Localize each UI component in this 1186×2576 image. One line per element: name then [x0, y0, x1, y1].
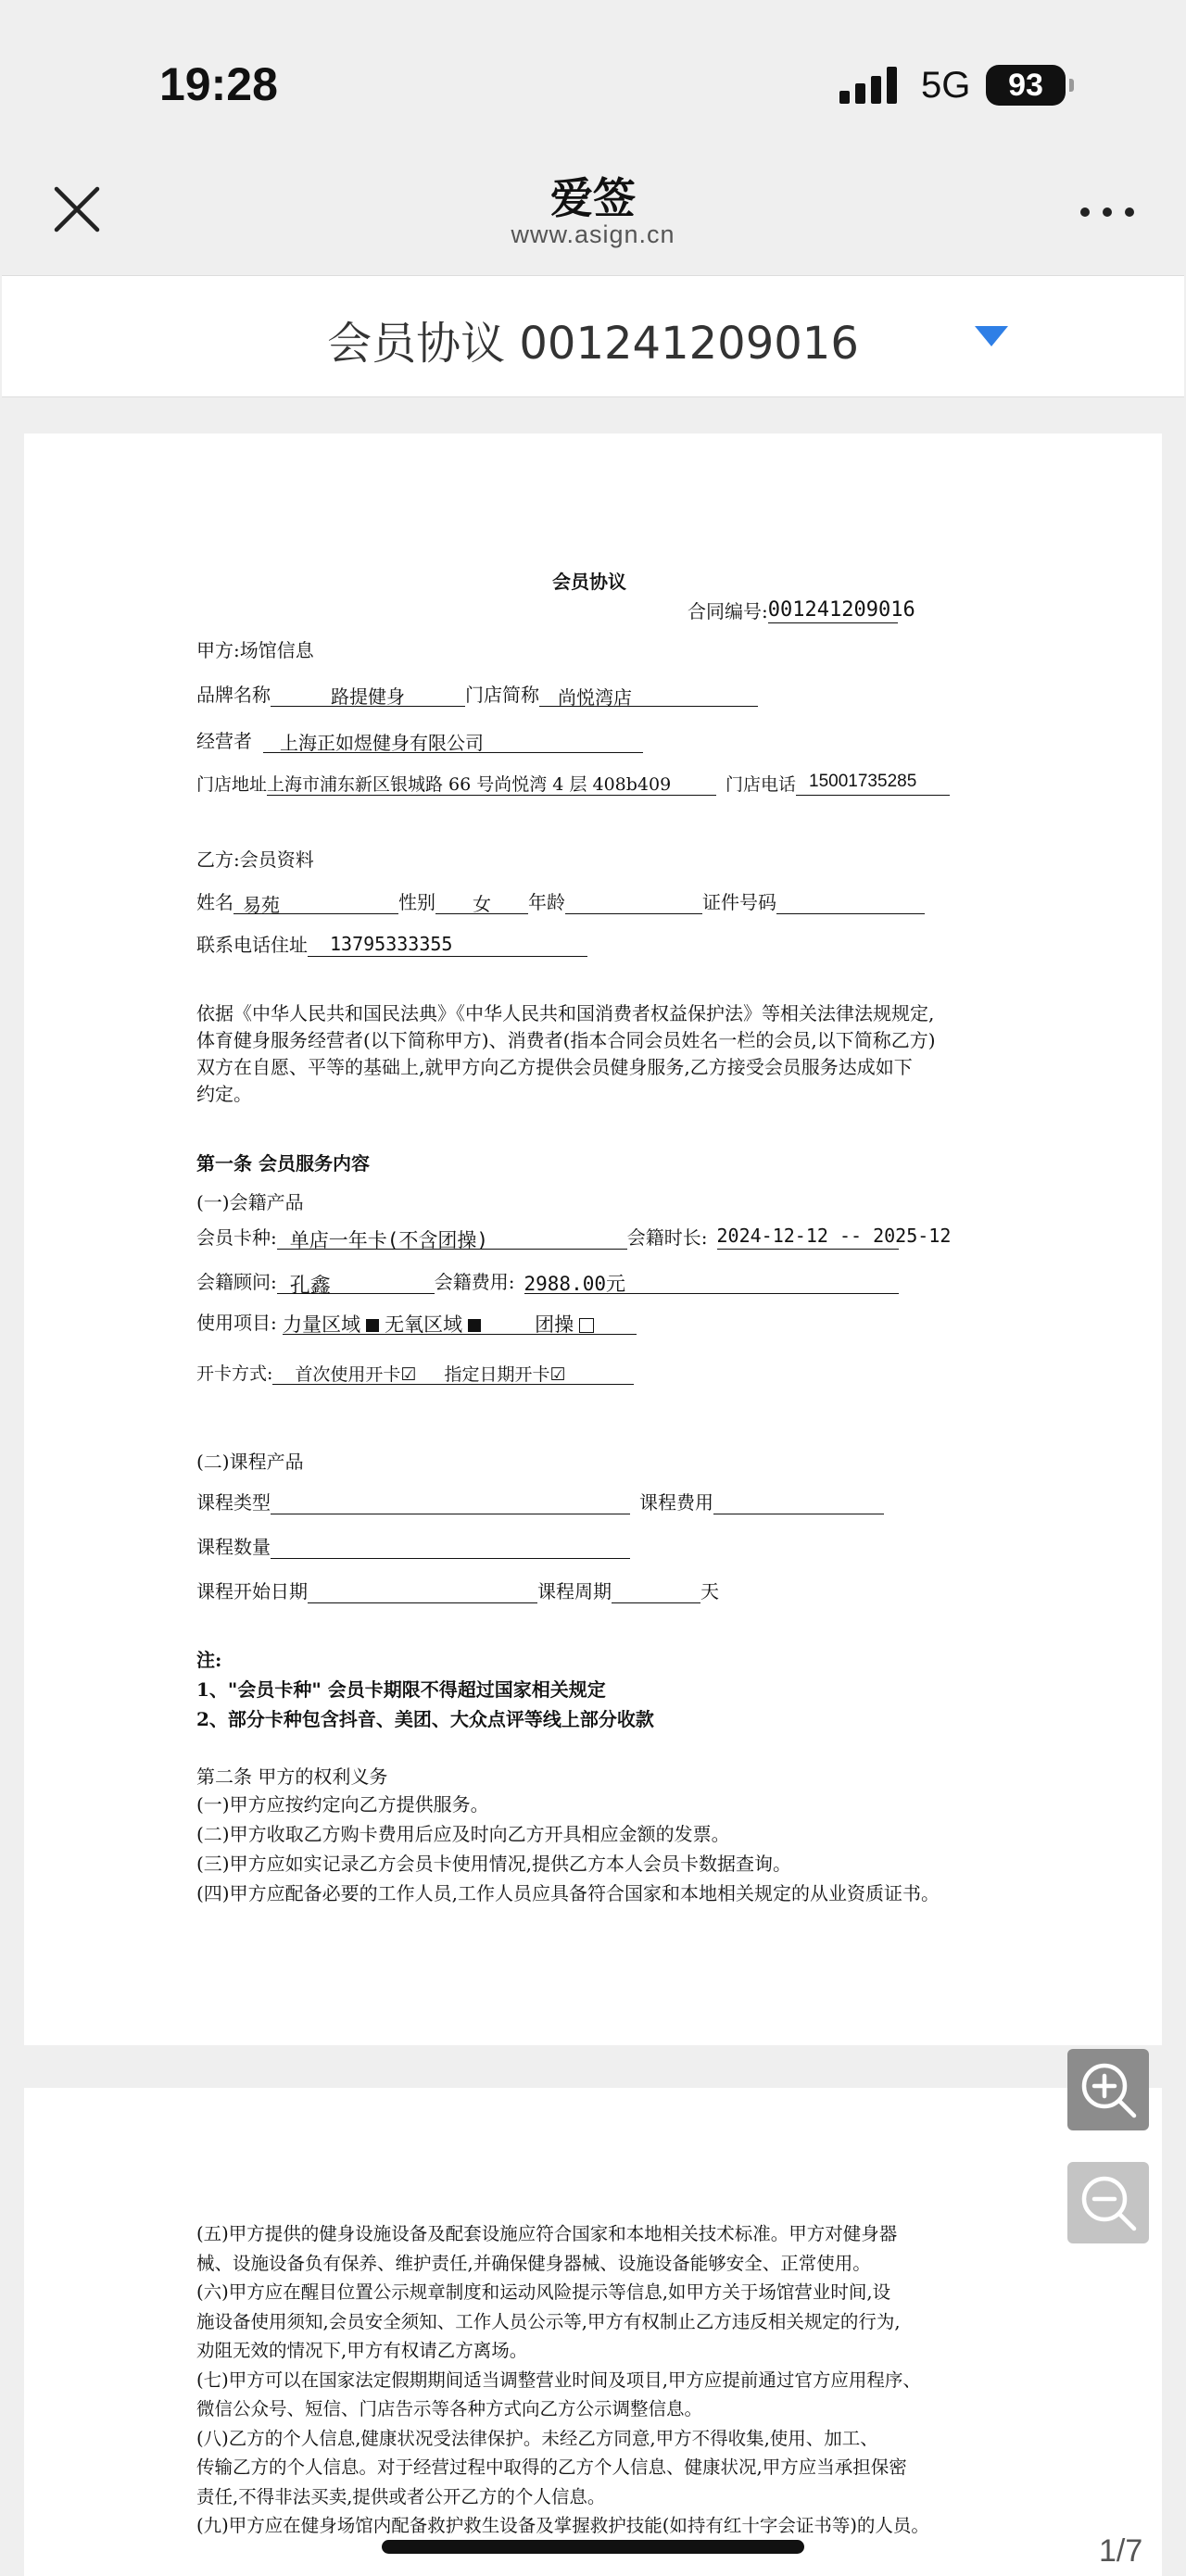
- home-indicator[interactable]: [382, 2540, 804, 2554]
- course-day-unit: 天: [700, 1580, 719, 1602]
- duration-label: 会籍时长:: [626, 1226, 708, 1249]
- note-title: 注:: [196, 1649, 222, 1671]
- open-row: [196, 1360, 634, 1385]
- article-2-body: [196, 1790, 940, 1908]
- address-label: 门店地址: [196, 774, 268, 795]
- phone-label: 门店电话: [725, 774, 797, 795]
- clause-line: (五)甲方提供的健身设施设备及配套设施应符合国家和本地相关技术标准。甲方对健身器: [196, 2223, 898, 2244]
- clause-line: (三)甲方应如实记录乙方会员卡使用情况,提供乙方本人会员卡数据查询。: [196, 1853, 791, 1875]
- status-time: 19:28: [159, 58, 278, 110]
- sub-section-2: (二)课程产品: [196, 1451, 304, 1473]
- intro-paragraph: [196, 1000, 936, 1108]
- name-label: 姓名: [196, 891, 233, 913]
- store-label: 门店简称: [465, 684, 539, 706]
- clause-line: (六)甲方应在醒目位置公示规章制度和运动风险提示等信息,如甲方关于场馆营业时间,设: [196, 2281, 891, 2303]
- contact-row: [196, 930, 587, 957]
- card-type-label: 会员卡种:: [196, 1226, 277, 1249]
- brand-label: 品牌名称: [196, 684, 271, 706]
- item-strength: 力量区域: [283, 1313, 361, 1336]
- items-row: [196, 1308, 637, 1335]
- duration-value: 2024-12-12 -- 2025-12: [717, 1225, 899, 1250]
- advisor-value: 孔鑫: [277, 1270, 435, 1294]
- clause-line: (四)甲方应配备必要的工作人员,工作人员应具备符合国家和本地相关规定的从业资质证书。: [196, 1882, 940, 1904]
- doc-title: 会员协议: [552, 571, 626, 593]
- partyA-header: 甲方:场馆信息: [196, 639, 314, 661]
- address-value: 上海市浦东新区银城路 66 号尚悦湾 4 层 408b409: [267, 771, 716, 796]
- clause-line: 施设备使用须知,会员安全须知、工作人员公示等,甲方有权制止乙方违反相关规定的行为,: [196, 2310, 901, 2332]
- clause-line: (八)乙方的个人信息,健康状况受法律保护。未经乙方同意,甲方不得收集,使用、加工、: [196, 2427, 878, 2449]
- course-type-value: [271, 1489, 630, 1514]
- checkbox-checked-icon: [468, 1319, 481, 1332]
- checkbox-checked-icon: [366, 1319, 379, 1332]
- items-value: [283, 1310, 637, 1335]
- zoom-in-icon: [1067, 2049, 1149, 2130]
- intro-line: 约定。: [196, 1083, 252, 1105]
- app-title: 爱签: [550, 173, 636, 223]
- clause-line: (一)甲方应按约定向乙方提供服务。: [196, 1793, 489, 1816]
- course-qty-value: [271, 1534, 630, 1559]
- open-option-first-use: 首次使用开卡☑: [295, 1364, 417, 1385]
- brand-row: [196, 680, 758, 707]
- course-fee-label: 课程费用: [639, 1491, 713, 1514]
- item-group-class: 团操: [535, 1313, 574, 1336]
- document-title: 会员协议 001241209016: [327, 318, 859, 370]
- fee-value: 2988.00元: [524, 1269, 899, 1294]
- document-selector[interactable]: [2, 275, 1184, 397]
- note-line: 1、"会员卡种" 会员卡期限不得超过国家相关规定: [196, 1678, 606, 1701]
- contract-no-label: 合同编号:: [688, 600, 768, 622]
- item-anaerobic: 无氧区域: [385, 1313, 463, 1336]
- items-label: 使用项目:: [196, 1312, 277, 1334]
- article-1-title: 第一条 会员服务内容: [196, 1152, 370, 1175]
- clause-line: 械、设施设备负有保养、维护责任,并确保健身器械、设施设备能够安全、正常使用。: [196, 2252, 871, 2274]
- operator-label: 经营者: [196, 730, 252, 752]
- brand-value: 路提健身: [271, 682, 465, 707]
- name-value: 易苑: [233, 890, 398, 914]
- open-value: [272, 1361, 634, 1385]
- partyB-header: 乙方:会员资料: [196, 848, 314, 871]
- id-label: 证件号码: [702, 891, 776, 913]
- course-type-row: [196, 1488, 884, 1514]
- phone-value: 15001735285: [796, 772, 950, 796]
- clause-line: 微信公众号、短信、门店告示等各种方式向乙方公示调整信息。: [196, 2398, 703, 2419]
- advisor-label: 会籍顾问:: [196, 1271, 277, 1293]
- checkbox-empty-icon: [579, 1318, 594, 1333]
- course-start-value: [308, 1578, 537, 1603]
- clause-line: 劝阻无效的情况下,甲方有权请乙方离场。: [196, 2340, 528, 2361]
- caret-down-icon[interactable]: [975, 326, 1008, 346]
- zoom-out-button[interactable]: [1067, 2162, 1149, 2243]
- store-value: 尚悦湾店: [539, 683, 758, 707]
- age-value: [565, 889, 702, 914]
- course-qty-row: [196, 1532, 630, 1559]
- course-period-value: [612, 1578, 700, 1603]
- course-type-label: 课程类型: [196, 1491, 271, 1514]
- advisor-row: [196, 1267, 899, 1298]
- operator-value: 上海正如煜健身有限公司: [263, 728, 643, 753]
- page-indicator: 1/7: [1099, 2533, 1143, 2569]
- operator-row: [196, 726, 643, 753]
- zoom-out-icon: [1067, 2162, 1149, 2243]
- contract-no: 001241209016: [767, 598, 915, 622]
- page-2-body: [196, 2219, 929, 2541]
- contact-label: 联系电话住址: [196, 934, 308, 956]
- intro-line: 依据《中华人民共和国民法典》《中华人民共和国消费者权益保护法》等相关法律法规规定,: [196, 1002, 935, 1024]
- course-period-label: 课程周期: [537, 1580, 612, 1602]
- course-start-row: [196, 1577, 719, 1603]
- note-line: 2、部分卡种包含抖音、美团、大众点评等线上部分收款: [196, 1708, 654, 1730]
- more-icon[interactable]: [1080, 207, 1136, 219]
- intro-line: 双方在自愿、平等的基础上,就甲方向乙方提供会员健身服务,乙方接受会员服务达成如下: [196, 1056, 913, 1078]
- card-row: [196, 1223, 952, 1251]
- contact-value: 13795333355: [308, 933, 587, 957]
- course-qty-label: 课程数量: [196, 1536, 271, 1558]
- sub-section-1: (一)会籍产品: [196, 1191, 304, 1213]
- network-type: 5G: [921, 65, 971, 106]
- app-url: www.asign.cn: [511, 220, 675, 248]
- gender-label: 性别: [398, 891, 435, 913]
- signal-icon: [839, 67, 904, 104]
- document-page-1: [24, 434, 1162, 2045]
- contract-no-row: [688, 597, 915, 623]
- clause-line: (二)甲方收取乙方购卡费用后应及时向乙方开具相应金额的发票。: [196, 1823, 730, 1845]
- card-type-value: 单店一年卡(不含团操): [277, 1225, 627, 1250]
- document-page-2: [24, 2088, 1162, 2576]
- id-value: [776, 889, 925, 914]
- clause-line: (七)甲方可以在国家法定假期期间适当调整营业时间及项目,甲方应提前通过官方应用程序、: [196, 2369, 921, 2391]
- address-row: [196, 771, 950, 796]
- age-label: 年龄: [528, 891, 565, 913]
- zoom-in-button[interactable]: [1067, 2049, 1149, 2130]
- battery-icon: 93: [986, 65, 1066, 106]
- clause-line: (九)甲方应在健身场馆内配备救护救生设备及掌握救护技能(如持有红十字会证书等)的人员。: [196, 2515, 929, 2536]
- clause-line: 传输乙方的个人信息。对于经营过程中取得的乙方个人信息、健康状况,甲方应当承担保密: [196, 2457, 907, 2478]
- article-2-title: 第二条 甲方的权利义务: [196, 1766, 388, 1788]
- gender-value: 女: [435, 889, 528, 914]
- intro-line: 体育健身服务经营者(以下简称甲方)、消费者(指本合同会员姓名一栏的会员,以下简称乙方): [196, 1029, 936, 1051]
- member-row: [196, 887, 925, 914]
- open-option-date: 指定日期开卡☑: [444, 1364, 566, 1385]
- fee-label: 会籍费用:: [434, 1271, 515, 1293]
- clause-line: 责任,不得非法买卖,提供或者公开乙方的个人信息。: [196, 2485, 606, 2507]
- course-fee-value: [713, 1489, 884, 1514]
- open-label: 开卡方式:: [196, 1363, 273, 1384]
- status-bar: [0, 0, 1186, 157]
- course-start-label: 课程开始日期: [196, 1580, 308, 1602]
